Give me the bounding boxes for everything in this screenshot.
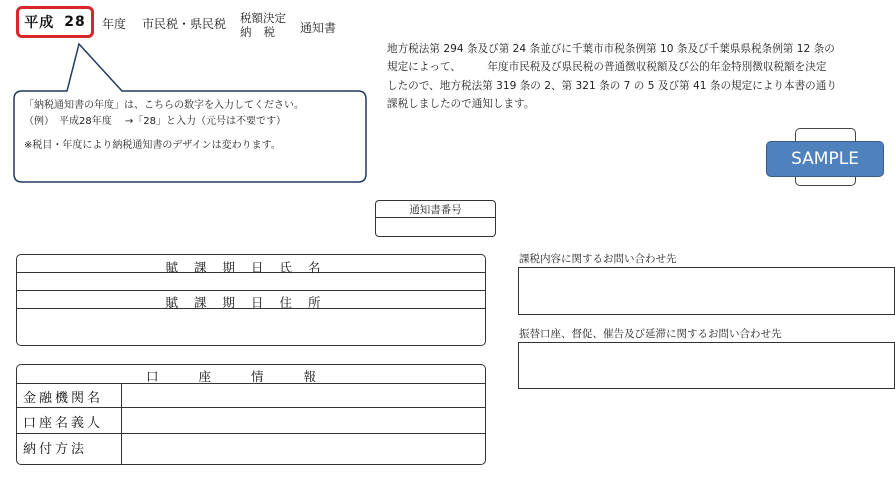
- callout-line1: 「納税通知書の年度」は、こちらの数字を入力してください。: [24, 100, 304, 111]
- payment-method-label: 納付方法: [23, 442, 88, 457]
- year-suffix: 年度: [102, 17, 127, 31]
- assessment-address-title: 賦課期日住所: [165, 295, 337, 310]
- tax-stack-line1: 税額決定: [240, 11, 286, 25]
- tax-content-inquiry-label: 課税内容に関するお問い合わせ先: [519, 253, 677, 265]
- taxpayer-panel: [16, 254, 486, 346]
- callout-line2: （例） 平成28年度 →「28」と入力（元号は不要です）: [24, 116, 287, 127]
- divider: [17, 308, 485, 309]
- legal-line: 課税しましたので通知します。: [387, 97, 535, 110]
- sample-badge: SAMPLE: [766, 141, 884, 177]
- divider: [17, 433, 485, 434]
- callout-text: [24, 98, 304, 154]
- column-divider: [121, 383, 122, 464]
- callout-line3: ※税目・年度により納税通知書のデザインは変わります。: [24, 140, 281, 151]
- divider: [17, 383, 485, 384]
- notice-number-label: 通知書番号: [376, 203, 495, 218]
- account-holder-label: 口座名義人: [23, 416, 104, 431]
- legal-line: したので、地方税法第 319 条の 2、第 321 条の 7 の 5 及び第 41 条の規定により本書の通り: [387, 79, 837, 92]
- divider: [17, 407, 485, 408]
- transfer-inquiry-label: 振替口座、督促、催告及び延滞に関するお問い合わせ先: [519, 328, 782, 340]
- era-year: 28: [64, 14, 86, 30]
- era-name: 平成: [24, 15, 55, 31]
- tax-content-inquiry-box: [518, 267, 895, 315]
- doc-suffix: 通知書: [300, 21, 337, 35]
- account-info-title: 口座情報: [145, 369, 356, 384]
- divider: [17, 290, 485, 291]
- bank-name-label: 金融機関名: [23, 391, 104, 406]
- assessment-name-title: 賦課期日氏名: [165, 260, 337, 275]
- tax-stack-line2: 納税: [240, 25, 287, 39]
- tax-names: 市民税・県民税: [142, 17, 227, 31]
- account-info-panel: [16, 364, 486, 465]
- legal-line: 地方税法第 294 条及び第 24 条並びに千葉市市税条例第 10 条及び千葉県県税条例第 12 条の: [387, 43, 835, 55]
- transfer-inquiry-box: [518, 342, 895, 389]
- notice-number-box: [375, 200, 496, 237]
- divider: [17, 272, 485, 273]
- legal-line: 規定によって、 年度市民税及び県民税の普通徴収税額及び公的年金特別徴収税額を決定: [387, 61, 827, 74]
